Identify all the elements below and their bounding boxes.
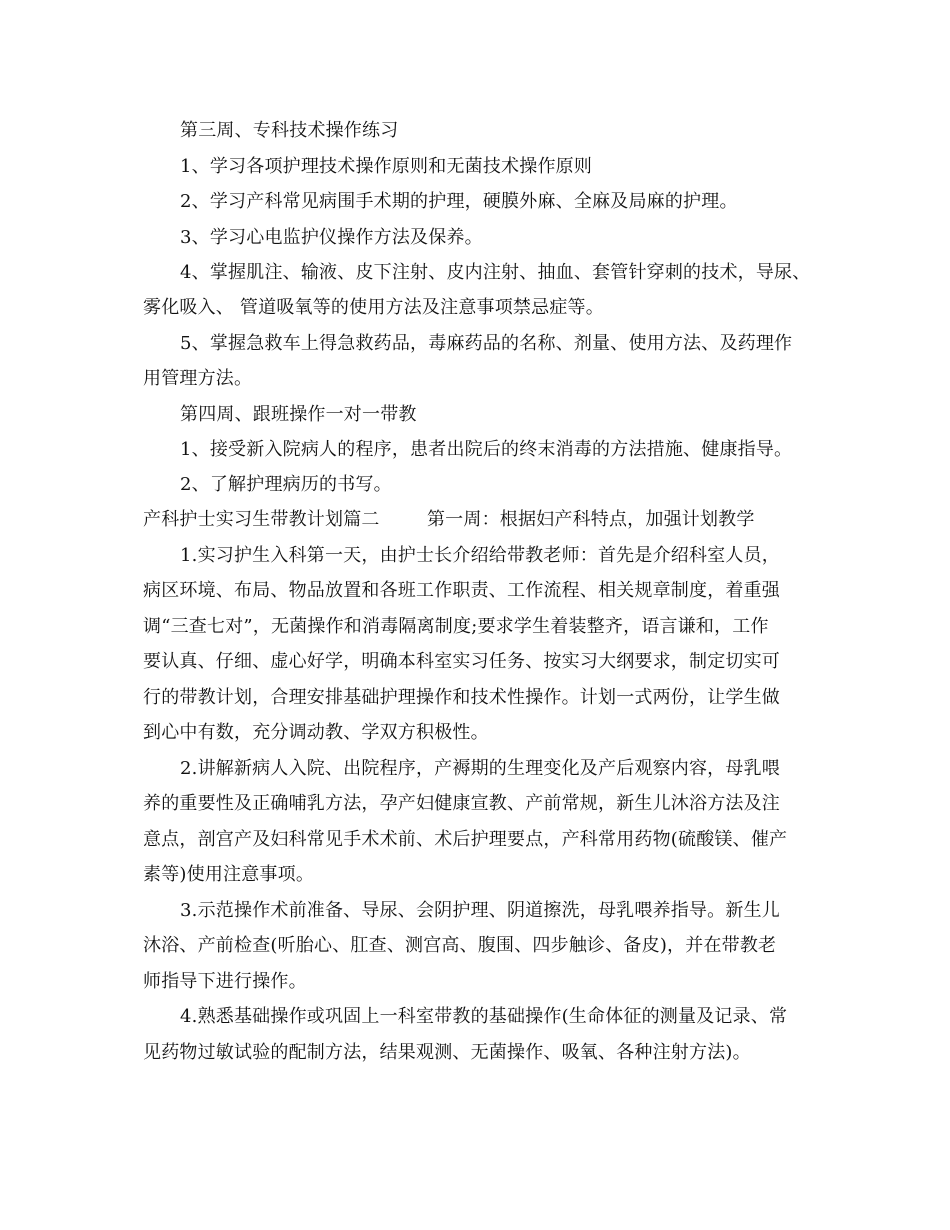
week4-item-2: 2、了解护理病历的书写。 <box>180 474 392 495</box>
week3-item-4-line-2: 雾化吸入、 管道吸氧等的使用方法及注意事项禁忌症等。 <box>143 297 604 318</box>
plan-2-heading: 产科护士实习生带教计划篇二 第一周：根据妇产科特点，加强计划教学 <box>143 509 755 530</box>
paragraph-2-line-1: 2.讲解新病人入院、出院程序，产褥期的生理变化及产后观察内容，母乳喂 <box>180 758 780 779</box>
paragraph-1-line-1: 1.实习护生入科第一天，由护士长介绍给带教老师：首先是介绍科室人员， <box>180 545 780 566</box>
paragraph-2-line-4: 素等)使用注意事项。 <box>143 864 315 885</box>
paragraph-1-line-3: 调“三查七对”，无菌操作和消毒隔离制度;要求学生着装整齐，语言谦和，工作 <box>143 616 769 637</box>
paragraph-4-line-2: 见药物过敏试验的配制方法，结果观测、无菌操作、吸氧、各种注射方法)。 <box>143 1042 751 1063</box>
week4-item-1: 1、接受新入院病人的程序，患者出院后的终末消毒的方法措施、健康指导。 <box>180 439 793 460</box>
paragraph-2-line-3: 意点，剖宫产及妇科常见手术术前、术后护理要点，产科常用药物(硫酸镁、催产 <box>143 829 788 850</box>
paragraph-1-line-6: 到心中有数，充分调动教、学双方积极性。 <box>143 722 489 743</box>
paragraph-4-line-1: 4.熟悉基础操作或巩固上一科室带教的基础操作(生命体征的测量及记录、常 <box>180 1006 788 1027</box>
week3-item-4-line-1: 4、掌握肌注、输液、皮下注射、皮内注射、抽血、套管针穿刺的技术，导尿、 <box>180 262 811 283</box>
paragraph-3-line-1: 3.示范操作术前准备、导尿、会阴护理、阴道擦洗，母乳喂养指导。新生儿 <box>180 900 780 921</box>
week3-title: 第三周、专科技术操作练习 <box>180 120 399 141</box>
week3-item-5-line-2: 用管理方法。 <box>143 368 253 389</box>
paragraph-1-line-5: 行的带教计划，合理安排基础护理操作和技术性操作。计划一式两份，让学生做 <box>143 687 780 708</box>
paragraph-2-line-2: 养的重要性及正确哺乳方法，孕产妇健康宣教、产前常规，新生儿沐浴方法及注 <box>143 793 780 814</box>
paragraph-1-line-4: 要认真、仔细、虚心好学，明确本科室实习任务、按实习大纲要求，制定切实可 <box>143 651 780 672</box>
week3-item-2: 2、学习产科常见病围手术期的护理，硬膜外麻、全麻及局麻的护理。 <box>180 191 738 212</box>
paragraph-1-line-2: 病区环境、布局、物品放置和各班工作职责、工作流程、相关规章制度，着重强 <box>143 580 780 601</box>
paragraph-3-line-2: 沐浴、产前检查(听胎心、肛查、测宫高、腹围、四步触诊、备皮)，并在带教老 <box>143 935 777 956</box>
week3-item-1: 1、学习各项护理技术操作原则和无菌技术操作原则 <box>180 156 593 177</box>
week3-item-5-line-1: 5、掌握急救车上得急救药品，毒麻药品的名称、剂量、使用方法、及药理作 <box>180 333 793 354</box>
paragraph-3-line-3: 师指导下进行操作。 <box>143 971 307 992</box>
week3-item-3: 3、学习心电监护仪操作方法及保养。 <box>180 227 483 248</box>
week4-title: 第四周、跟班操作一对一带教 <box>180 404 417 425</box>
